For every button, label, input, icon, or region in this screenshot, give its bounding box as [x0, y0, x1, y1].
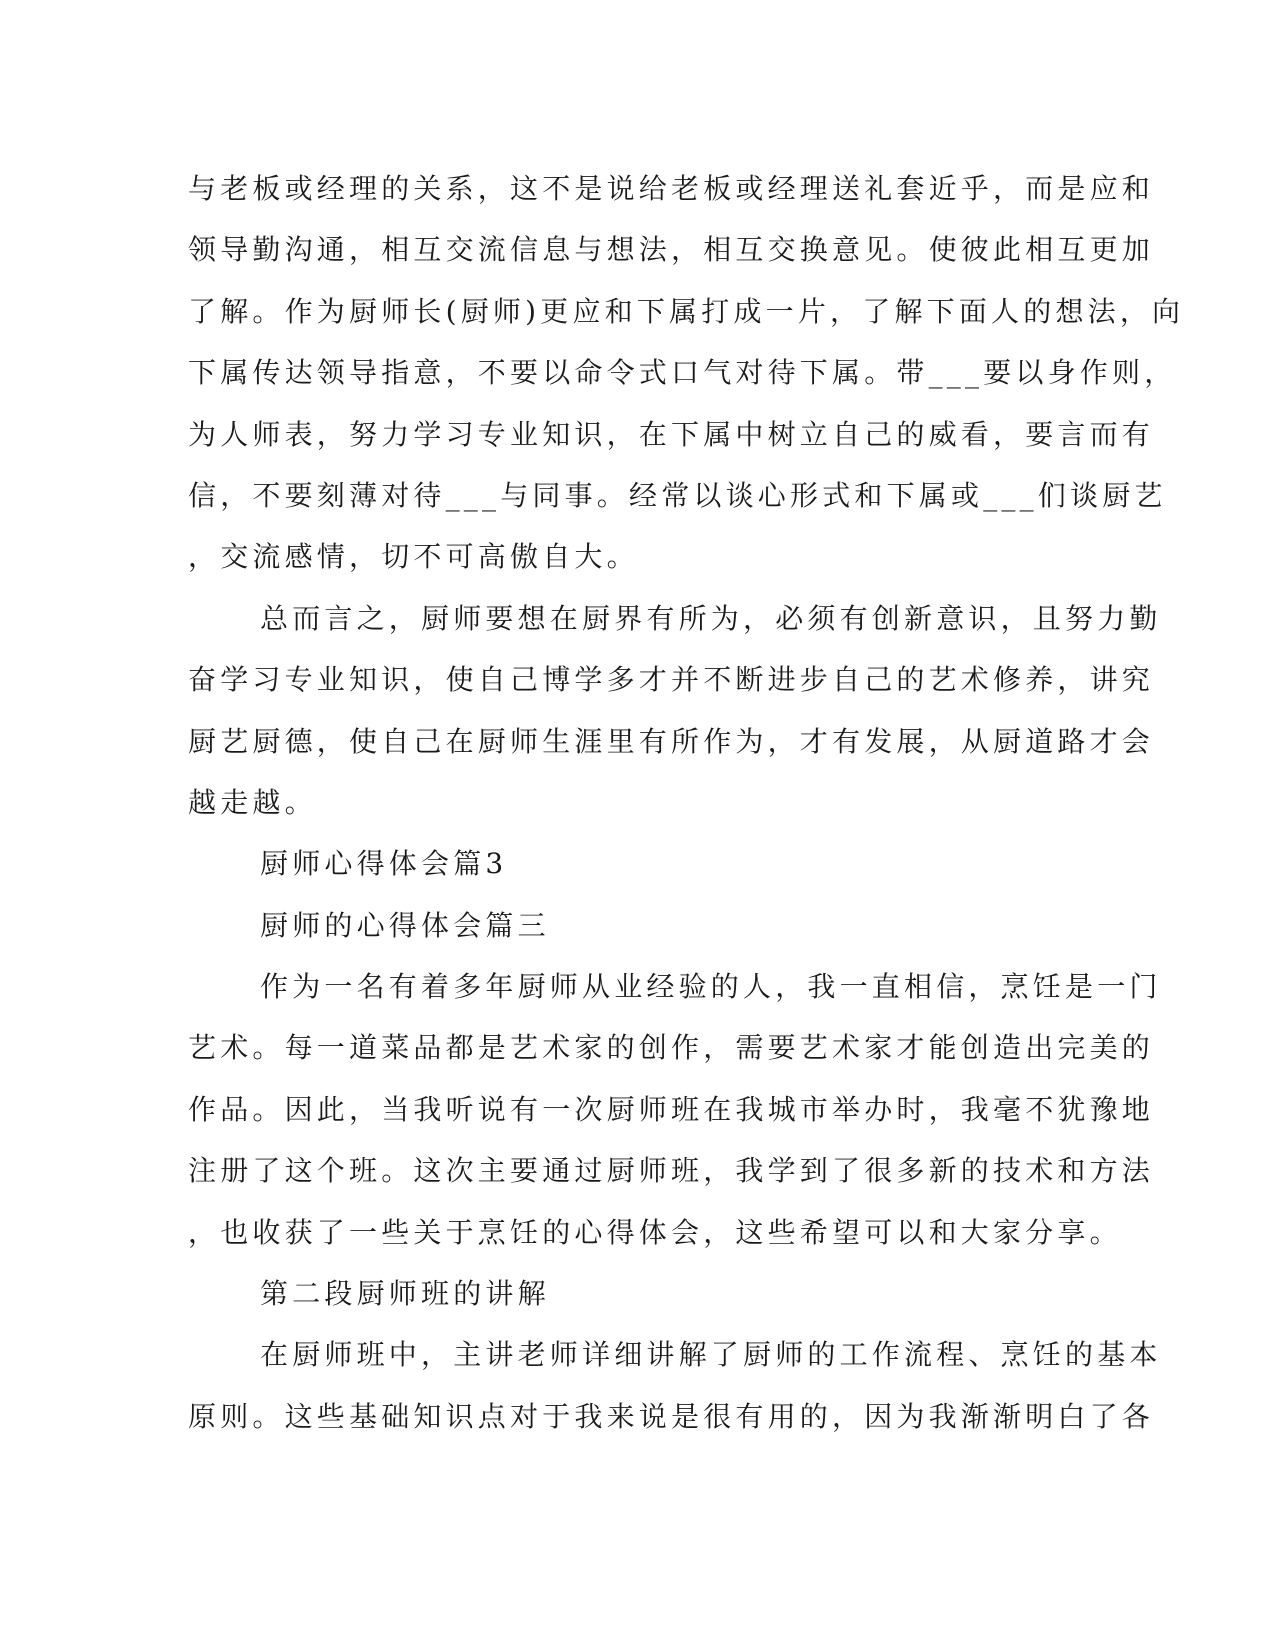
document-body [188, 158, 1185, 1447]
text-line: ，也收获了一些关于烹饪的心得体会，这些希望可以和大家分享。 [188, 1215, 1122, 1249]
text-line: 与老板或经理的关系，这不是说给老板或经理送礼套近乎，而是应和 [188, 172, 1155, 205]
text-line: 厨艺厨德，使自己在厨师生涯里有所作为，才有发展，从厨道路才会 [188, 724, 1155, 758]
text-line: 奋学习专业知识，使自己博学多才并不断进步自己的艺术修养，讲究 [188, 663, 1155, 697]
text-line: 越走越。 [188, 785, 317, 819]
text-line: 领导勤沟通，相互交流信息与想法，相互交换意见。使彼此相互更加 [188, 233, 1155, 267]
section-heading: 厨师心得体会篇3 [260, 847, 508, 881]
text-line: ，交流感情，切不可高傲自大。 [188, 540, 639, 574]
section-heading: 第二段厨师班的讲解 [260, 1277, 550, 1311]
paragraph-start-line: 作为一名有着多年厨师从业经验的人，我一直相信，烹饪是一门 [260, 970, 1162, 1004]
text-line: 作品。因此，当我听说有一次厨师班在我城市举办时，我毫不犹豫地 [188, 1092, 1155, 1126]
text-line: 原则。这些基础知识点对于我来说是很有用的，因为我渐渐明白了各 [188, 1399, 1155, 1433]
text-line: 信，不要刻薄对待___与同事。经常以谈心形式和下属或___们谈厨艺 [188, 478, 1167, 512]
paragraph-start-line: 在厨师班中，主讲老师详细讲解了厨师的工作流程、烹饪的基本 [260, 1338, 1162, 1372]
section-subheading: 厨师的心得体会篇三 [260, 908, 550, 942]
text-line: 了解。作为厨师长(厨师)更应和下属打成一片，了解下面人的想法，向 [188, 294, 1185, 328]
text-line: 下属传达领导指意，不要以命令式口气对待下属。带___要以身作则， [188, 356, 1177, 390]
paragraph-start-line: 总而言之，厨师要想在厨界有所为，必须有创新意识，且努力勤 [260, 601, 1162, 635]
text-line: 艺术。每一道菜品都是艺术家的创作，需要艺术家才能创造出完美的 [188, 1031, 1155, 1065]
text-line: 为人师表，努力学习专业知识，在下属中树立自己的威看，要言而有 [188, 417, 1155, 451]
text-line: 注册了这个班。这次主要通过厨师班，我学到了很多新的技术和方法 [188, 1154, 1155, 1188]
